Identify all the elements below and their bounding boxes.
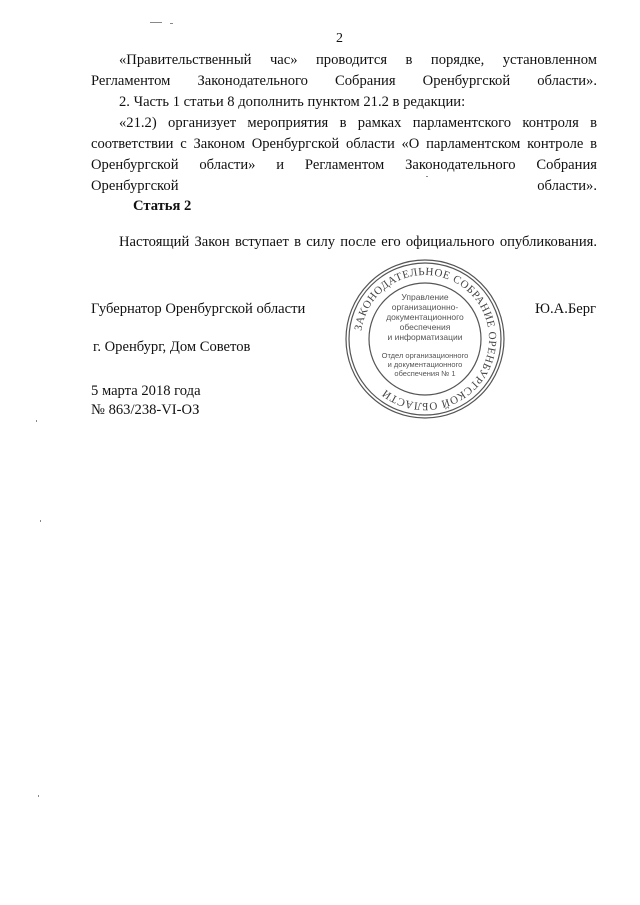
signing-place: г. Оренбург, Дом Советов: [93, 339, 251, 355]
paragraph-amendment-point-2: 2. Часть 1 статьи 8 дополнить пунктом 21.2 в редакции:: [119, 94, 466, 110]
official-seal: [344, 258, 506, 420]
law-date: 5 марта 2018 года: [91, 383, 201, 399]
seal-line-7: и документационного: [387, 360, 463, 369]
seal-line-4: обеспечения: [399, 322, 451, 332]
seal-ring-text: ЗАКОНОДАТЕЛЬНОЕ СОБРАНИЕ ОРЕНБУРГСКОЙ ОБЛАСТИ: [352, 265, 499, 413]
seal-line-2: организационно-: [391, 302, 459, 312]
seal-line-1: Управление: [401, 292, 449, 302]
scan-speck: [38, 795, 39, 797]
article-heading: Статья 2: [133, 198, 192, 214]
scan-speck: [426, 176, 428, 177]
seal-line-5: и информатизации: [387, 332, 463, 342]
scan-speck: [36, 420, 37, 422]
seal-line-8: обеспечения № 1: [394, 369, 456, 378]
scan-speck: [170, 23, 173, 24]
paragraph-point-21-2: «21.2) организует мероприятия в рамках парламентского контроля в соответствии с Законом Оренбургской области «О парламентском контроле в Оренбургской области» и Регламентом Законодательного Собрания Оренбургской области».: [91, 115, 597, 194]
seal-line-3: документационного: [386, 312, 464, 322]
law-number: № 863/238-VI-ОЗ: [91, 402, 200, 418]
page-number: 2: [336, 31, 343, 46]
scan-speck: [150, 22, 162, 23]
paragraph-government-hour: «Правительственный час» проводится в порядке, установленном Регламентом Законодательного Собрания Оренбургской области».: [91, 52, 597, 89]
scan-speck: [40, 520, 41, 522]
signatory-name: Ю.А.Берг: [535, 301, 596, 317]
paragraph-entry-into-force: Настоящий Закон вступает в силу после его официального опубликования.: [119, 234, 597, 250]
seal-line-6: Отдел организационного: [381, 351, 469, 360]
signatory-title: Губернатор Оренбургской области: [91, 301, 306, 317]
